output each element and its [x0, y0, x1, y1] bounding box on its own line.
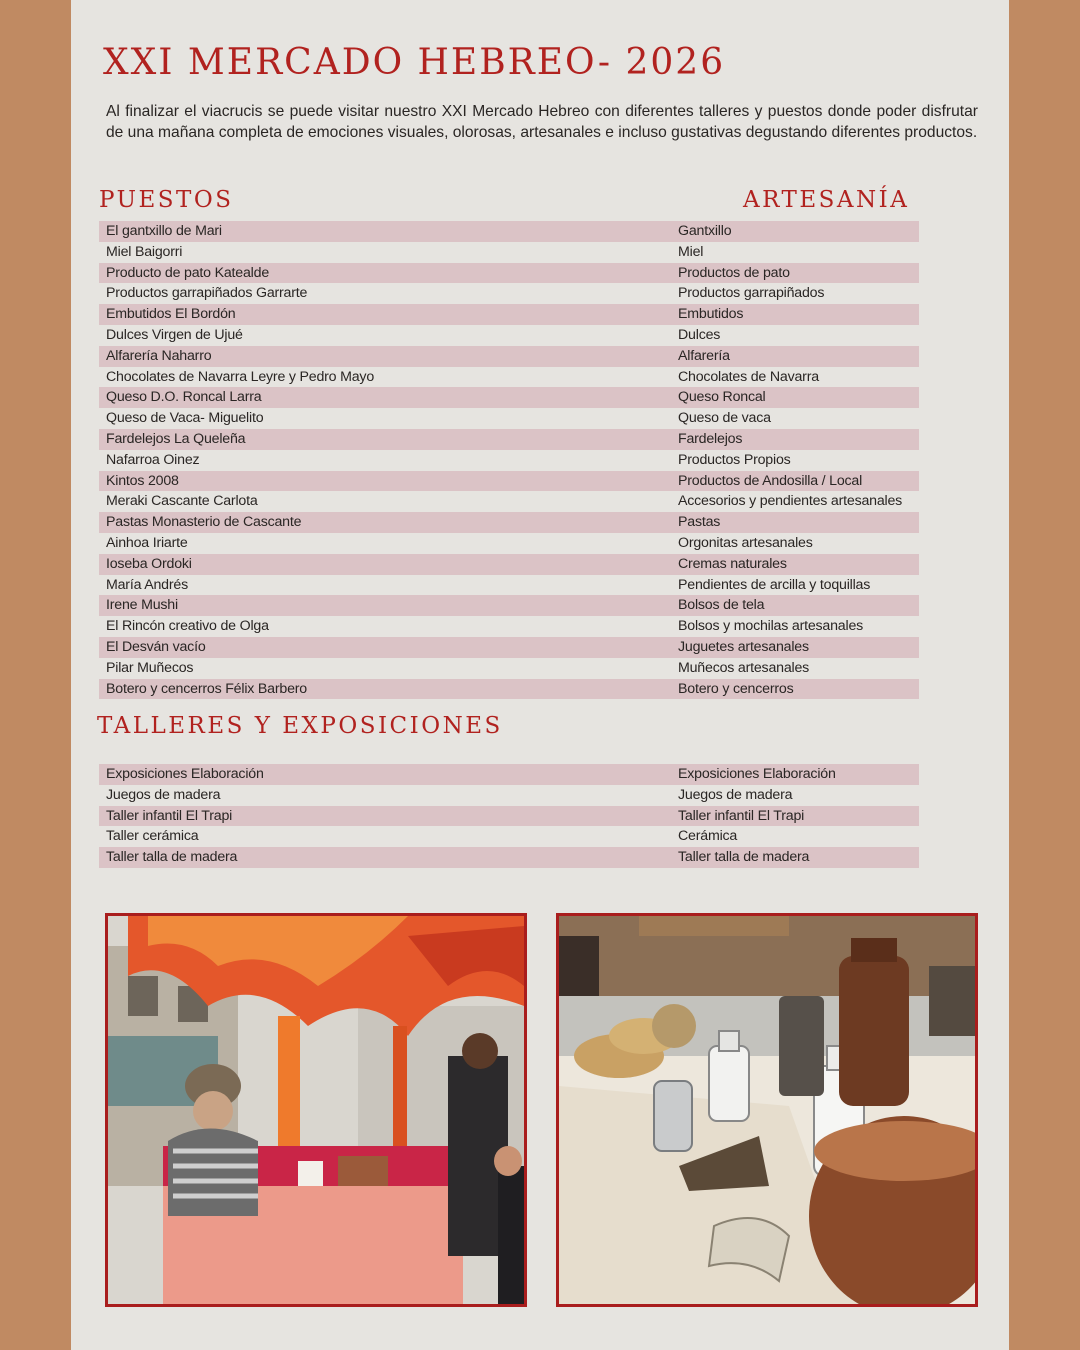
- table-row: [99, 263, 919, 284]
- table-row: [99, 346, 919, 367]
- page-title: XXI MERCADO HEBREO- 2026: [103, 42, 726, 83]
- stall-name: Exposiciones Elaboración: [106, 766, 264, 782]
- stall-name: Dulces Virgen de Ujué: [106, 326, 243, 343]
- stall-name: El gantxillo de Mari: [106, 223, 222, 239]
- craft-product: Taller infantil El Trapi: [678, 807, 805, 824]
- talleres-heading: TALLERES Y EXPOSICIONES: [97, 713, 503, 739]
- stall-name: Productos garrapiñados Garrarte: [106, 285, 308, 302]
- stall-name: Taller talla de madera: [106, 849, 238, 866]
- craft-product: Taller talla de madera: [678, 849, 810, 866]
- table-row: [99, 826, 919, 847]
- table-row: [99, 533, 919, 554]
- craft-product: Bolsos y mochilas artesanales: [678, 618, 864, 635]
- puestos-table: [99, 221, 919, 699]
- market-stall-image: [108, 916, 524, 1304]
- stall-name: Miel Baigorri: [106, 243, 183, 260]
- craft-product: Pastas: [678, 514, 721, 531]
- table-row: [99, 242, 919, 263]
- stall-name: Alfarería Naharro: [106, 347, 212, 364]
- stall-name: Pilar Muñecos: [106, 659, 194, 676]
- stall-name: Queso D.O. Roncal Larra: [106, 389, 262, 406]
- table-row: [99, 471, 919, 492]
- craft-product: Productos de pato: [678, 264, 790, 281]
- table-row: [99, 806, 919, 827]
- stall-name: Producto de pato Katealde: [106, 264, 270, 281]
- table-row: [99, 450, 919, 471]
- table-row: [99, 785, 919, 806]
- craft-product: Productos de Andosilla / Local: [678, 472, 863, 489]
- craft-product: Accesorios y pendientes artesanales: [678, 493, 903, 510]
- stall-name: Taller infantil El Trapi: [106, 807, 233, 824]
- table-row: [99, 408, 919, 429]
- stall-name: Queso de Vaca- Miguelito: [106, 410, 264, 427]
- stall-name: El Rincón creativo de Olga: [106, 618, 269, 635]
- table-row: [99, 764, 919, 785]
- table-row: [99, 429, 919, 450]
- craft-product: Juguetes artesanales: [678, 638, 809, 655]
- table-row: [99, 616, 919, 637]
- stall-name: Nafarroa Oinez: [106, 451, 200, 468]
- craft-product: Miel: [678, 243, 704, 260]
- stall-name: Botero y cencerros Félix Barbero: [106, 680, 307, 697]
- craft-product: Bolsos de tela: [678, 597, 765, 614]
- table-row: [99, 595, 919, 616]
- table-row: [99, 637, 919, 658]
- table-row: [99, 221, 919, 242]
- craft-product: Muñecos artesanales: [678, 659, 810, 676]
- stall-name: Pastas Monasterio de Cascante: [106, 514, 302, 531]
- craft-product: Chocolates de Navarra: [678, 368, 819, 385]
- copper-ware-image: [559, 916, 975, 1304]
- craft-product: Queso de vaca: [678, 410, 771, 427]
- table-row: [99, 847, 919, 868]
- stall-name: Fardelejos La Queleña: [106, 430, 246, 447]
- intro-paragraph: Al finalizar el viacrucis se puede visitar nuestro XXI Mercado Hebreo con diferentes talleres y puestos donde poder disfrutar de una mañana completa de emociones visuales, olorosas, artesanales e incluso gustativas degustando diferentes productos.: [106, 103, 978, 141]
- stall-name: El Desván vacío: [106, 638, 206, 655]
- craft-product: Alfarería: [678, 347, 730, 364]
- table-row: [99, 325, 919, 346]
- craft-product: Cerámica: [678, 828, 738, 845]
- table-row: [99, 679, 919, 700]
- craft-product: Productos garrapiñados: [678, 285, 825, 302]
- table-row: [99, 367, 919, 388]
- table-row: [99, 491, 919, 512]
- page: [71, 0, 1009, 1350]
- craft-product: Pendientes de arcilla y toquillas: [678, 576, 871, 593]
- table-row: [99, 575, 919, 596]
- craft-product: Juegos de madera: [678, 786, 793, 803]
- stall-name: Meraki Cascante Carlota: [106, 493, 258, 510]
- table-row: [99, 387, 919, 408]
- photo-copper-ware: [556, 913, 978, 1307]
- craft-product: Exposiciones Elaboración: [678, 766, 836, 782]
- craft-product: Cremas naturales: [678, 555, 787, 572]
- table-row: [99, 658, 919, 679]
- craft-product: Queso Roncal: [678, 389, 766, 406]
- craft-product: Gantxillo: [678, 223, 732, 239]
- stall-name: Juegos de madera: [106, 786, 221, 803]
- stall-name: Chocolates de Navarra Leyre y Pedro Mayo: [106, 368, 375, 385]
- craft-product: Fardelejos: [678, 430, 743, 447]
- stall-name: María Andrés: [106, 576, 188, 593]
- stall-name: Ainhoa Iriarte: [106, 534, 188, 551]
- craft-product: Productos Propios: [678, 451, 791, 468]
- puestos-heading: PUESTOS: [99, 187, 234, 213]
- photo-market-stall: [105, 913, 527, 1307]
- craft-product: Botero y cencerros: [678, 680, 794, 697]
- table-row: [99, 512, 919, 533]
- craft-product: Embutidos: [678, 306, 744, 323]
- talleres-table: [99, 764, 919, 868]
- stall-name: Taller cerámica: [106, 828, 199, 845]
- artesania-heading: ARTESANÍA: [743, 187, 910, 213]
- stall-name: Ioseba Ordoki: [106, 555, 192, 572]
- stall-name: Irene Mushi: [106, 597, 178, 614]
- craft-product: Dulces: [678, 326, 721, 343]
- stall-name: Embutidos El Bordón: [106, 306, 236, 323]
- table-row: [99, 283, 919, 304]
- stall-name: Kintos 2008: [106, 472, 179, 489]
- table-row: [99, 554, 919, 575]
- craft-product: Orgonitas artesanales: [678, 534, 813, 551]
- table-row: [99, 304, 919, 325]
